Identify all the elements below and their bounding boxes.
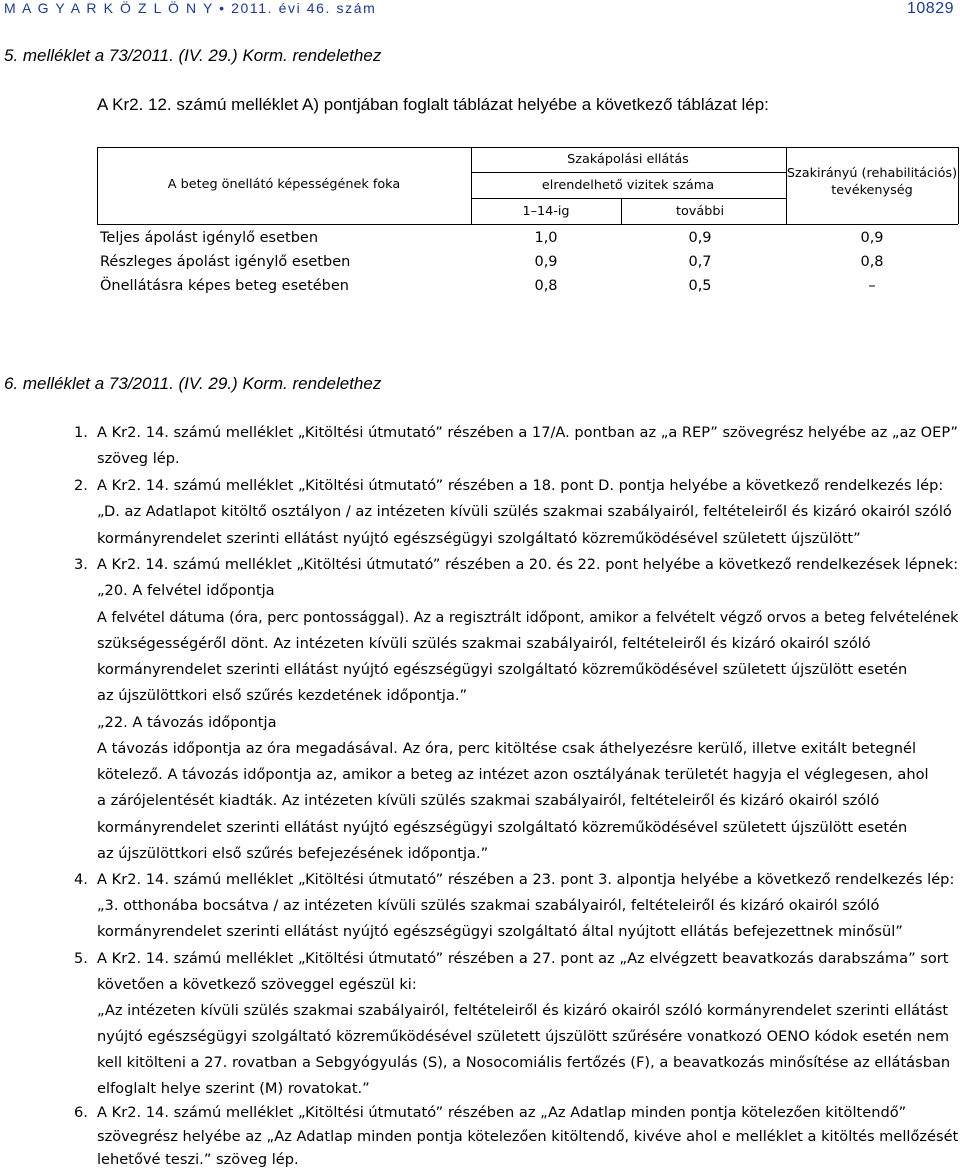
- table-row-label: Részleges ápolást igénylő esetben: [100, 254, 351, 270]
- item-line: A Kr2. 14. számú melléklet „Kitöltési útmutató” részében a 18. pont D. pontja helyébe a következő rendelkezés lép:: [97, 477, 944, 494]
- table-col3-header-line1: Szakirányú (rehabilitációs): [786, 166, 958, 181]
- table-cell: 0,5: [688, 278, 712, 294]
- item-line: kormányrendelet szerinti ellátást nyújtó egészségügyi szolgáltató közreműködésével született újszülött esetén: [97, 661, 908, 678]
- item-line: kormányrendelet szerinti ellátást nyújtó egészségügyi szolgáltató által nyújtott ellátás befejezettnek minősül”: [97, 923, 903, 940]
- annex6-title: 6. melléklet a 73/2011. (IV. 29.) Korm. rendelethez: [4, 374, 382, 393]
- table-col-a-header: 1–14-ig: [522, 204, 570, 219]
- item-line: kormányrendelet szerinti ellátást nyújtó egészségügyi szolgáltató közreműködésével született újszülött”: [97, 530, 861, 547]
- table-cell: 1,0: [534, 230, 558, 246]
- table-cell: 0,7: [688, 254, 712, 270]
- table-cell: 0,9: [688, 230, 712, 246]
- item-number: 3.: [74, 556, 88, 573]
- item-number: 1.: [74, 424, 88, 441]
- item-line: az újszülöttkori első szűrés kezdetének időpontja.”: [97, 687, 468, 704]
- item-line: szükségességéről dönt. Az intézeten kívüli szülés szakmai szabályairól, feltételeiről és kizáró okairól szóló: [97, 635, 871, 652]
- item-line: a zárójelentését kiadták. Az intézeten kívüli szülés szakmai szabályairól, feltételeiről és kizáró okairól szóló: [97, 792, 880, 809]
- item-line: „3. otthonába bocsátva / az intézeten kívüli szülés szakmai szabályairól, feltételeiről és kizáró okairól szóló: [97, 897, 880, 914]
- journal-header: M A G Y A R K Ö Z L Ö N Y • 2011. évi 46. szám: [4, 0, 377, 16]
- item-line: követően a következő szöveggel egészül ki:: [97, 976, 417, 993]
- item-line: A Kr2. 14. számú melléklet „Kitöltési útmutató” részében az „Az Adatlap minden pontja kötelezően kitöltendő”: [97, 1104, 907, 1121]
- item-line: A felvétel dátuma (óra, perc pontossággal). Az a regisztrált időpont, amikor a felvételt végző orvos a beteg felvételének: [97, 609, 959, 626]
- page-number: 10829: [907, 0, 954, 17]
- table-row-label: Teljes ápolást igénylő esetben: [100, 230, 319, 246]
- item-line: „Az intézeten kívüli szülés szakmai szabályairól, feltételeiről és kizáró okairól szóló kormányrendelet szerinti ellátást: [97, 1002, 949, 1019]
- item-line: A Kr2. 14. számú melléklet „Kitöltési útmutató” részében a 27. pont az „Az elvégzett beavatkozás darabszáma” sort: [97, 950, 949, 967]
- item-line: „22. A távozás időpontja: [97, 714, 277, 731]
- item-line: szövegrész helyébe az „Az Adatlap minden pontja kötelezően kitöltendő, kivéve ahol e melléklet a kitöltés mellőzését: [97, 1128, 959, 1145]
- table-group-header: Szakápolási ellátás: [567, 152, 689, 167]
- table-col1-header: A beteg önellátó képességének foka: [167, 177, 401, 192]
- table-sub-header: elrendelhető vizitek száma: [541, 178, 715, 193]
- annex5-intro: A Kr2. 12. számú melléklet A) pontjában foglalt táblázat helyébe a következő táblázat lép:: [97, 95, 769, 114]
- item-line: A távozás időpontja az óra megadásával. Az óra, perc kitöltése csak áthelyezésre kerülő, illetve exitált betegnél: [97, 740, 916, 757]
- item-line: A Kr2. 14. számú melléklet „Kitöltési útmutató” részében a 20. és 22. pont helyébe a következő rendelkezések lépnek:: [97, 556, 959, 573]
- item-line: az újszülöttkori első szűrés befejezésének időpontja.”: [97, 845, 489, 862]
- item-line: kormányrendelet szerinti ellátást nyújtó egészségügyi szolgáltató közreműködésével született újszülött esetén: [97, 819, 908, 836]
- item-line: elfoglalt helye szerint (M) rovatokat.”: [97, 1080, 370, 1097]
- item-number: 5.: [74, 950, 88, 967]
- table-cell: –: [868, 278, 876, 294]
- item-line: nyújtó egészségügyi szolgáltató közreműködésével született újszülött szűrésére vonatkozó OENO kódok esetén nem: [97, 1028, 950, 1045]
- item-line: lehetővé teszi.” szöveg lép.: [97, 1151, 299, 1168]
- item-number: 2.: [74, 477, 88, 494]
- item-line: kell kitölteni a 27. rovatban a Sebgyógyulás (S), a Nosocomiális fertőzés (F), a beavatkozás minősítése az ellátásban: [97, 1054, 951, 1071]
- table-col3-header-line2: tevékenység: [831, 183, 913, 198]
- table-cell: 0,8: [860, 254, 884, 270]
- item-line: „20. A felvétel időpontja: [97, 582, 275, 599]
- item-number: 6.: [74, 1104, 88, 1121]
- table-row-label: Önellátásra képes beteg esetében: [100, 278, 349, 294]
- table-cell: 0,9: [860, 230, 884, 246]
- table-col-b-header: további: [675, 204, 725, 219]
- item-line: „D. az Adatlapot kitöltő osztályon / az intézeten kívüli szülés szakmai szabályairól, feltételeiről és kizáró okairól szóló: [97, 503, 952, 520]
- item-line: A Kr2. 14. számú melléklet „Kitöltési útmutató” részében a 17/A. pontban az „a REP” szövegrész helyébe az „az OEP”: [97, 424, 958, 441]
- item-line: szöveg lép.: [97, 450, 180, 467]
- table-cell: 0,8: [534, 278, 558, 294]
- item-number: 4.: [74, 871, 88, 888]
- annex5-title: 5. melléklet a 73/2011. (IV. 29.) Korm. rendelethez: [4, 46, 382, 65]
- table-cell: 0,9: [534, 254, 558, 270]
- item-line: kötelező. A távozás időpontja az, amikor a beteg az intézet azon osztályának területét hagyja el véglegesen, ahol: [97, 766, 929, 783]
- item-line: A Kr2. 14. számú melléklet „Kitöltési útmutató” részében a 23. pont 3. alpontja helyébe a következő rendelkezés lép:: [97, 871, 955, 888]
